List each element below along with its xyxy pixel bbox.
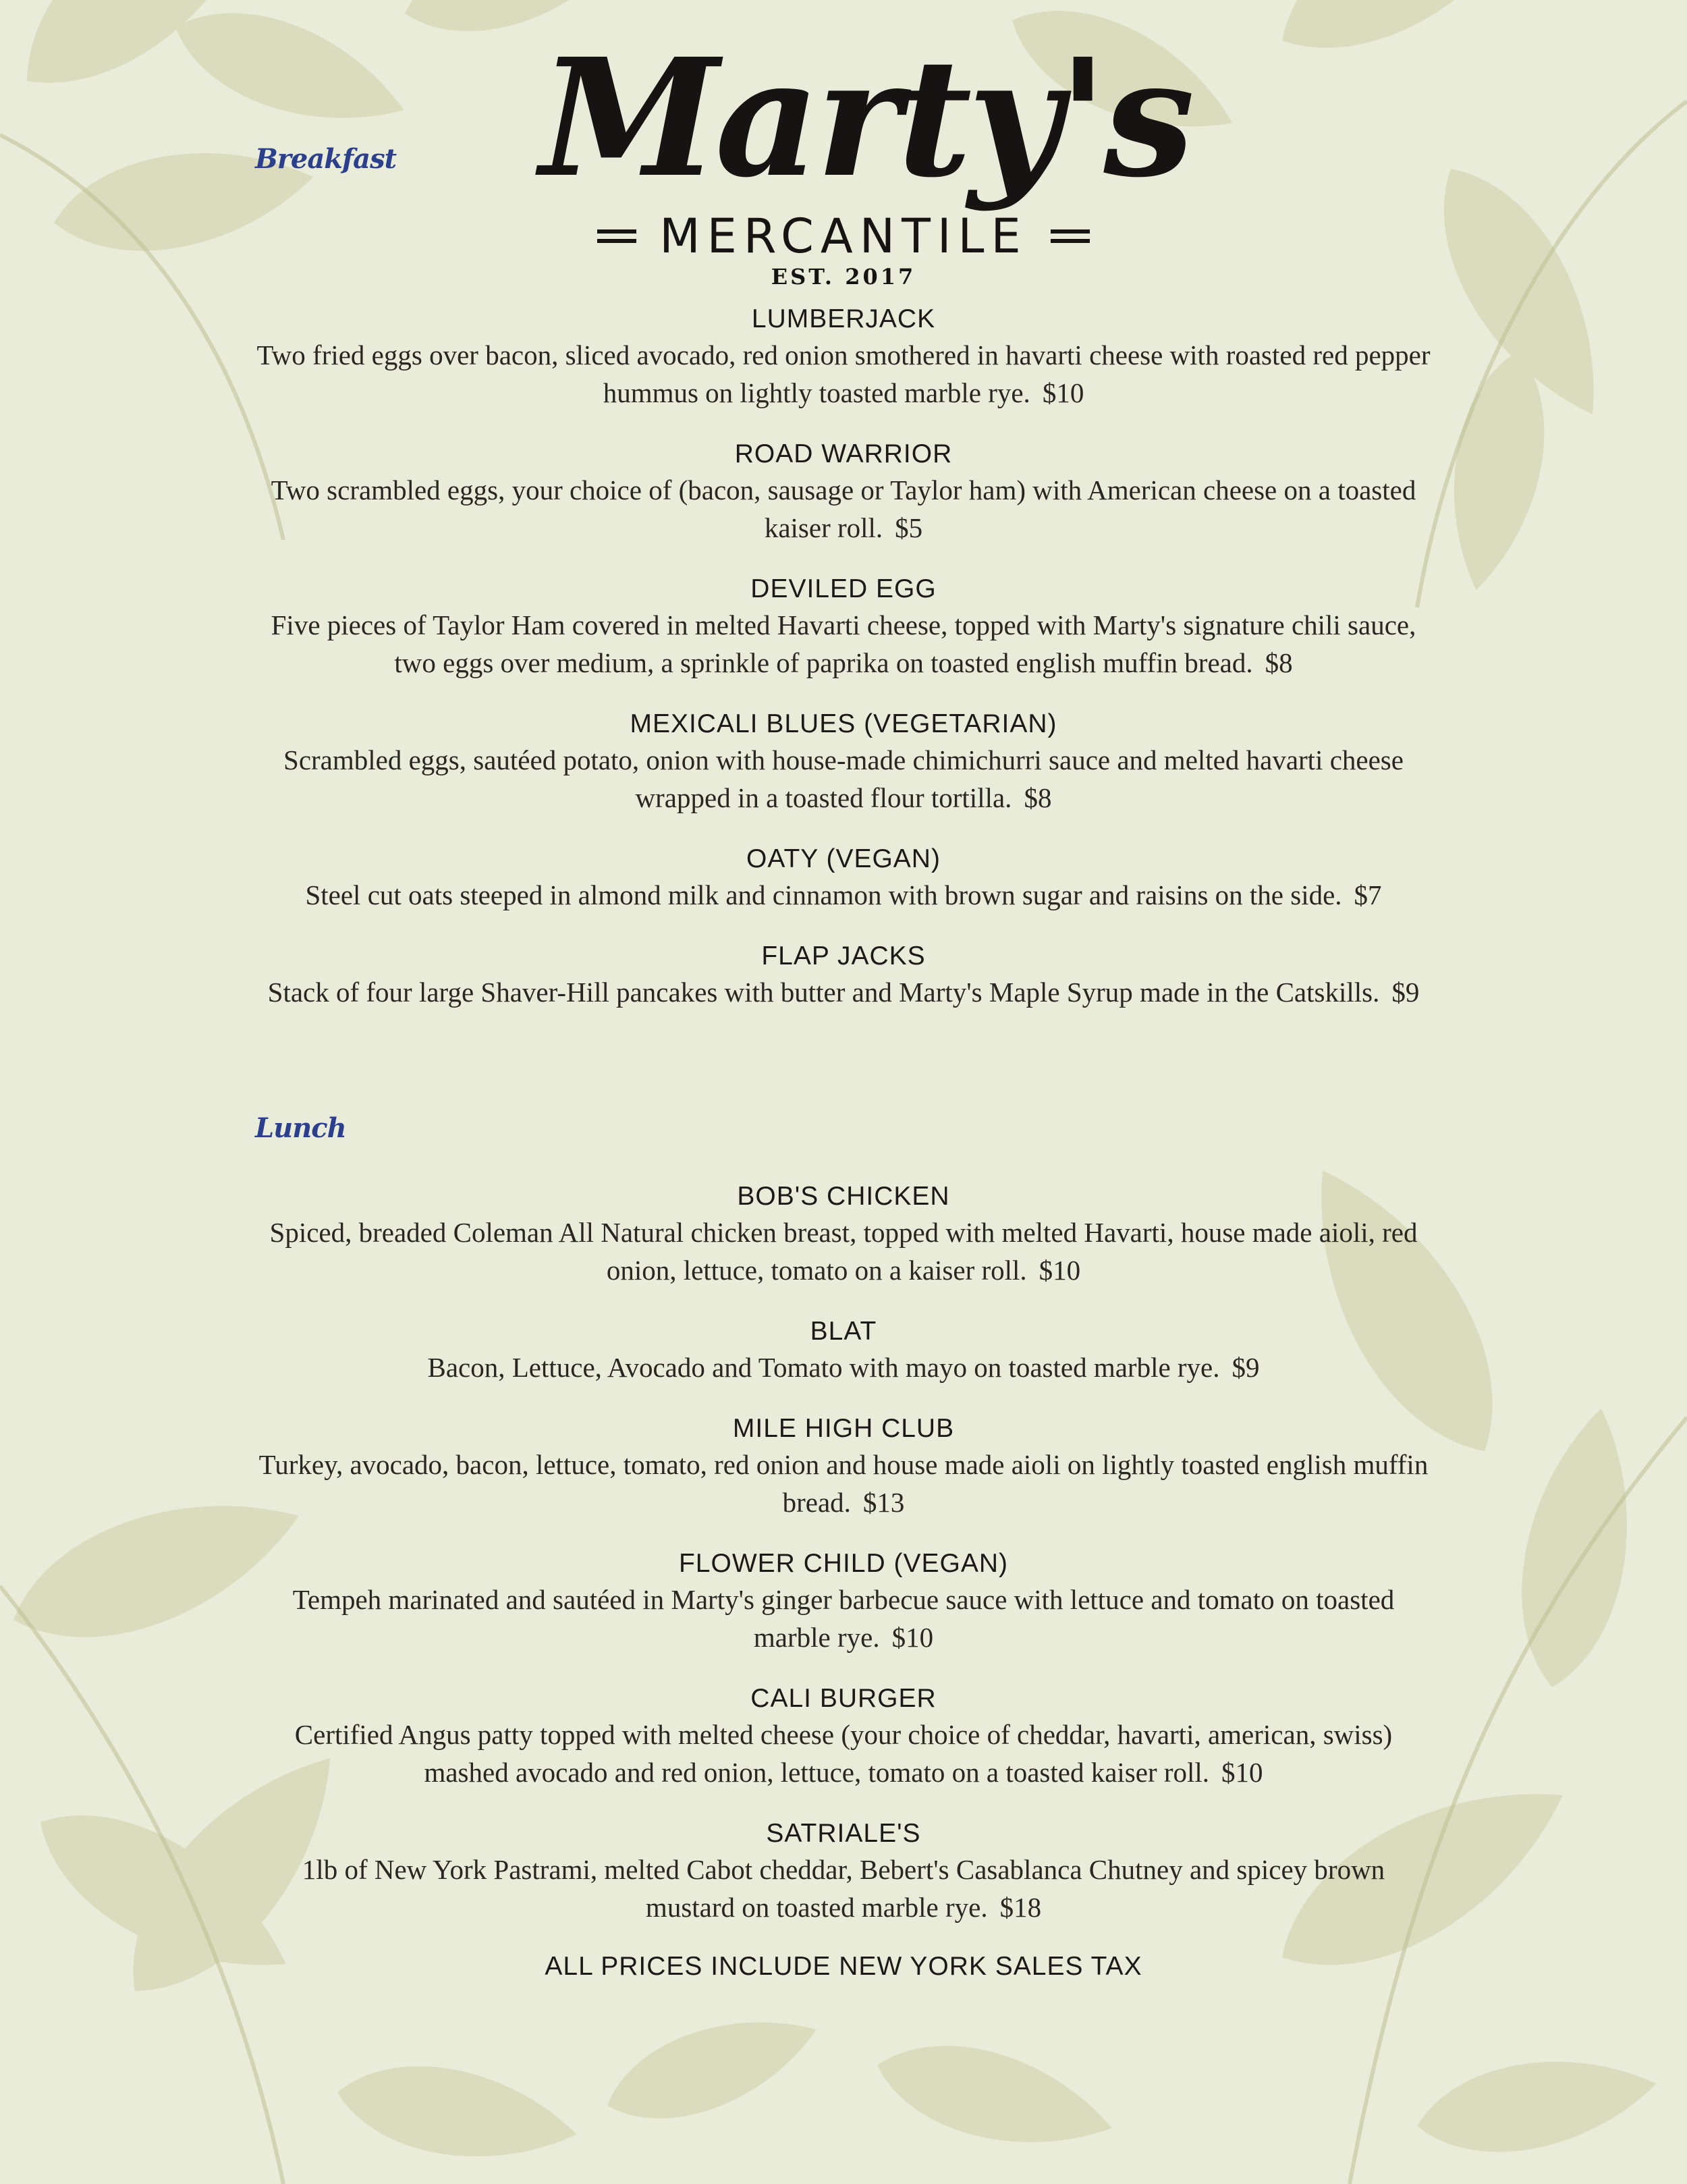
menu-item-price: $13	[862, 1487, 905, 1518]
menu-item-description: Stack of four large Shaver-Hill pancakes with butter and Marty's Maple Syrup made in the Catskills. $9	[267, 977, 1420, 1008]
menu-item-price: $10	[1221, 1757, 1263, 1788]
menu-item-name: BLAT	[810, 1317, 877, 1346]
menu-item-name: OATY (VEGAN)	[746, 844, 941, 873]
menu-item-price: $10	[1042, 377, 1084, 408]
menu-item-name: DEVILED EGG	[750, 574, 937, 603]
menu-item-price: $18	[999, 1892, 1042, 1923]
established-year: EST. 2017	[771, 264, 916, 290]
menu-item-description: Bacon, Lettuce, Avocado and Tomato with mayo on toasted marble rye. $9	[427, 1352, 1260, 1383]
menu-item-name: FLAP JACKS	[761, 941, 926, 971]
menu-item-description: Tempeh marinated and sautéed in Marty's ginger barbecue sauce with lettuce and tomato on toasted marble rye. $10	[292, 1584, 1395, 1653]
menu-item-price: $8	[1265, 647, 1293, 678]
menu-item-description: Spiced, breaded Coleman All Natural chicken breast, topped with melted Havarti, house made aioli, red onion, lettuce, tomato on a kaiser roll. $10	[269, 1217, 1418, 1286]
menu-item	[256, 1817, 1431, 1926]
menu-item	[256, 437, 1431, 547]
menu-item-price: $8	[1024, 782, 1052, 813]
menu-item	[256, 1180, 1431, 1289]
menu-item-price: $9	[1232, 1352, 1260, 1383]
tax-note: ALL PRICES INCLUDE NEW YORK SALES TAX	[545, 1952, 1142, 1981]
logo-subtitle	[580, 209, 1107, 263]
menu-item	[256, 302, 1431, 412]
menu-item	[256, 939, 1431, 1011]
menu-item	[256, 1547, 1431, 1656]
menu-item-description: Two scrambled eggs, your choice of (bacon, sausage or Taylor ham) with American cheese on a toasted kaiser roll. $5	[271, 474, 1416, 543]
menu-item-description: 1lb of New York Pastrami, melted Cabot cheddar, Bebert's Casablanca Chutney and spicey brown mustard on toasted marble rye. $18	[302, 1854, 1385, 1923]
menu-item-name: CALI BURGER	[750, 1684, 937, 1713]
menu-item-name: BOB'S CHICKEN	[737, 1182, 950, 1211]
menu-item-name: MILE HIGH CLUB	[732, 1414, 955, 1443]
menu-item-name: SATRIALE'S	[766, 1819, 921, 1848]
menu-item-price: $10	[891, 1622, 934, 1653]
menu-item-description: Two fried eggs over bacon, sliced avocado, red onion smothered in havarti cheese with roasted red pepper hummus on lightly toasted marble rye. $10	[256, 339, 1431, 408]
menu-item	[256, 572, 1431, 682]
section-label-breakfast: Breakfast	[255, 143, 397, 175]
menu-item-description: Steel cut oats steeped in almond milk and cinnamon with brown sugar and raisins on the side. $7	[305, 879, 1382, 910]
menu-item	[256, 1412, 1431, 1521]
menu-item-price: $7	[1354, 879, 1382, 910]
menu-item-description: Certified Angus patty topped with melted cheese (your choice of cheddar, havarti, american, swiss) mashed avocado and red onion, lettuce, tomato on a toasted kaiser roll. $10	[294, 1719, 1393, 1788]
menu-item	[256, 1315, 1431, 1386]
menu-item	[256, 707, 1431, 817]
menu-item-name: FLOWER CHILD (VEGAN)	[678, 1549, 1009, 1578]
menu-item	[256, 842, 1431, 914]
menu-item-description: Scrambled eggs, sautéed potato, onion with house-made chimichurri sauce and melted havarti cheese wrapped in a toasted flour tortilla. $8	[283, 744, 1404, 813]
menu-item-description: Five pieces of Taylor Ham covered in melted Havarti cheese, topped with Marty's signature chili sauce, two eggs over medium, a sprinkle of paprika on toasted english muffin bread. $8	[271, 609, 1416, 678]
menu-item-price: $10	[1039, 1255, 1081, 1286]
menu-item-name: ROAD WARRIOR	[734, 439, 953, 468]
menu-item	[256, 1682, 1431, 1791]
menu-item-description: Turkey, avocado, bacon, lettuce, tomato, red onion and house made aioli on lightly toasted english muffin bread. $13	[258, 1449, 1429, 1518]
logo-script: Marty's	[540, 23, 1191, 213]
section-label-lunch: Lunch	[255, 1112, 346, 1144]
menu-item-price: $9	[1391, 977, 1420, 1008]
logo-bars-right	[1051, 229, 1090, 243]
menu-item-price: $5	[895, 512, 923, 543]
logo-bars-left	[597, 229, 636, 243]
logo-subtitle-text: MERCANTILE	[659, 209, 1028, 264]
menu-item-name: LUMBERJACK	[751, 304, 936, 333]
menu-item-name: MEXICALI BLUES (VEGETARIAN)	[630, 709, 1057, 738]
